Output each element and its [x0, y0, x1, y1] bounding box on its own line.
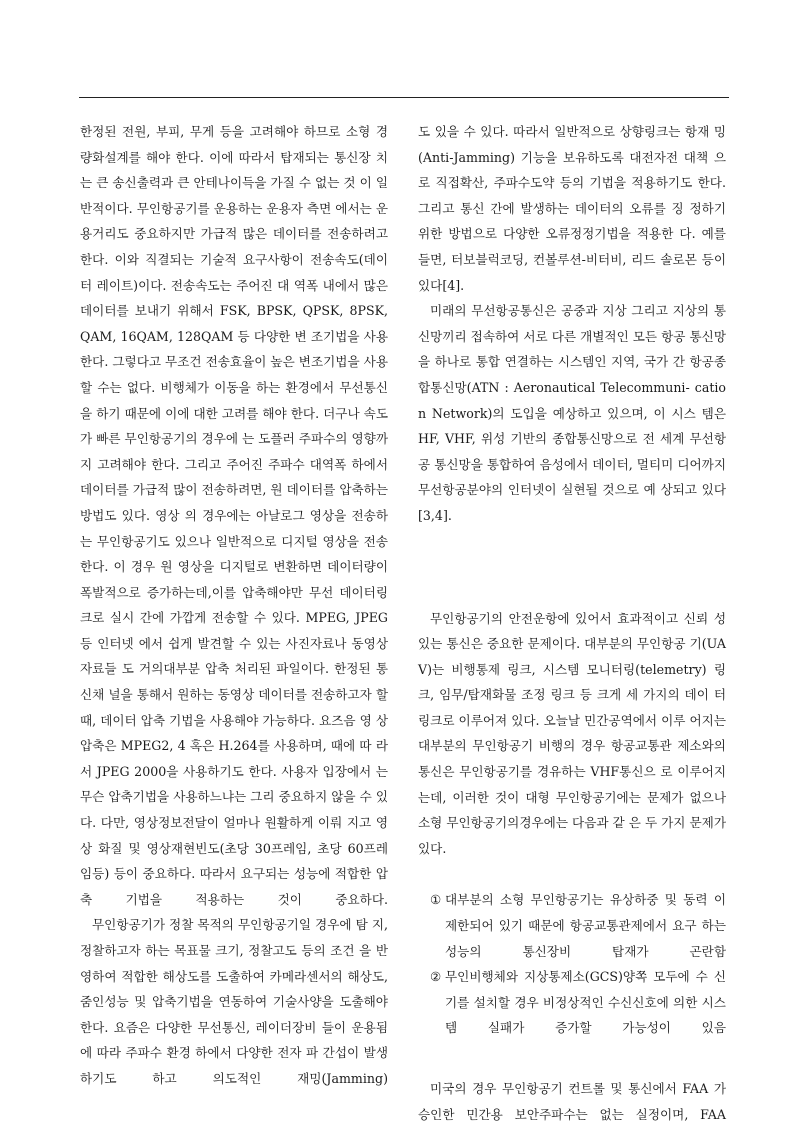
paragraph: 한정된 전원, 부피, 무게 등을 고려해야 하므로 소형 경 량화설계를 해야 한다. 이에 따라서 탑재되는 통신장 치는 큰 송신출력과 큰 안테나이득을 가질 수 없는 것 이 일반적이다. 무인항공기를 운용하는 운용자 측면 에서는 운용거리도 중요하지만 가급적 많은 데이터를 전송하려고 한다. 이와 직결되는 기술적 요구사항이 전송속도(데이터 레이트)이다. 전송속도는 주어진 대 역폭 내에서 많은 데이터를 보내기 위해서 FSK, BPSK, QPSK, 8PSK, QAM, 16QAM, 128QAM 등 다양한 변 조기법을 사용한다. 그렇다고 무조건 전송효율이 높은 변조기법을 사용할 수는 없다. 비행체가 이동을 하는 환경에서 무선통신을 하기 때문에 이에 대한 고려를 해야 한다. 더구나 속도가 빠른 무인항공기의 경우에 는 도플러 주파수의 영향까지 고려해야 한다. 그리고 주어진 주파수 대역폭 하에서 데이터를 가급적 많이 전송하려면, 원 데이터를 압축하는 방법도 있다. 영상 의 경우에는 아날로그 영상을 전송하는 무인항공기도 있으나 일반적으로 디지털 영상을 전송한다. 이 경우 원 영상을 디지털로 변환하면 데이터량이 폭발적으로 증가하는데,이를 압축해야만 무선 데이터링크로 실시 간에 가깝게 전송할 수 있다. MPEG, JPEG 등 인터넷 에서 쉽게 발견할 수 있는 사진자료나 동영상 자료들 도 거의대부분 압축 처리된 파일이다. 한정된 통신채 널을 통해서 원하는 동영상 데이터를 전송하고자 할 때, 데이터 압축 기법을 사용해야 가능하다. 요즈음 영 상 압축은 MPEG2, 4 혹은 H.264를 사용하며, 때에 따 라서 JPEG 2000을 사용하기도 한다. 사용자 입장에서 는 무슨 압축기법을 사용하느냐는 그리 중요하지 않을 수 있다. 다만, 영상정보전달이 얼마나 원활하게 이뤄 지고 영상 화질 및 영상재현빈도(초당 30프레임, 초당 60프레임등) 등이 중요하다. 따라서 요구되는 성능에 적합한 압축 기법을 적용하는 것이 중요하다. — [80, 124, 389, 907]
list-marker: ② — [430, 969, 442, 985]
right-column — [418, 119, 726, 1127]
list-item: ② 무인비행체와 지상통제소(GCS)양쪽 모두에 수 신기를 설치할 경우 비정상적인 수신신호에 의한 시스템 실패가 증가할 가능성이 있음 — [418, 964, 726, 1041]
list-marker: ① — [430, 892, 442, 908]
paragraph: 미래의 무선항공통신은 공중과 지상 그리고 지상의 통신망끼리 접속하여 서로 다른 개별적인 모든 항공 통신망을 하나로 통합 연결하는 시스템인 지역, 국가 간 항공종합통신망(ATN : Aeronautical Telecommuni- cation Network)의 도입을 예상하고 있으며, 이 시스 템은 HF, VHF, 위성 기반의 종합통신망으로 전 세계 무선항공 통신망을 통합하여 음성에서 데이터, 멀티미 디어까지 무선항공분야의 인터넷이 실현될 것으로 예 상되고 있다[3,4]. — [418, 303, 726, 523]
left-column — [80, 119, 388, 1092]
list-item: ① 대부분의 소형 무인항공기는 유상하중 및 동력 이 제한되어 있기 때문에 항공교통관제에서 요구 하는 성능의 통신장비 탑재가 곤란함 — [418, 887, 726, 964]
paragraph: 무인항공기가 정찰 목적의 무인항공기일 경우에 탐 지, 정찰하고자 하는 목표물 크기, 정찰고도 등의 조건 을 반영하여 적합한 해상도를 도출하여 카메라센서의 해상도, 줌인성능 및 압축기법을 연동하여 기술사양을 도출해야 한다. 요즘은 다양한 무선통신, 레이더장비 들이 운용됨에 따라 주파수 환경 하에서 다양한 전자 파 간섭이 발생하기도 하고 의도적인 재밍(Jamming) — [80, 917, 388, 1086]
paragraph: 무인항공기의 안전운항에 있어서 효과적이고 신뢰 성 있는 통신은 중요한 문제이다. 대부분의 무인항공 기(UAV)는 비행통제 링크, 시스템 모니터링(telemetry) 링크, 임무/탑재화물 조정 링크 등 크게 세 가지의 데이 터 링크로 이루어져 있다. 오늘날 민간공역에서 이루 어지는 대부분의 무인항공기 비행의 경우 항공교통관 제소와의 통신은 무인항공기를 경유하는 VHF통신으 로 이루어지는데, 이러한 것이 대형 무인항공기에는 문제가 없으나 소형 무인항공기의경우에는 다음과 같 은 두 가지 문제가 있다. — [418, 610, 726, 856]
paragraph: 미국의 경우 무인항공기 컨트롤 및 통신에서 FAA 가 승인한 민간용 보안주파수는 없는 실정이며, FAA — [418, 1081, 726, 1122]
header-rule — [79, 97, 729, 98]
paragraph: 도 있을 수 있다. 따라서 일반적으로 상향링크는 항재 밍(Anti-Jamming) 기능을 보유하도록 대전자전 대책 으로 직접확산, 주파수도약 등의 기법을 적용하기도 한다. 그리고 통신 간에 발생하는 데이터의 오류를 징 정하기 위한 방법으로 다양한 오류정정기법을 적용한 다. 예를 들면, 터보블럭코딩, 컨볼루션-비터비, 리드 솔로몬 등이 있다[4]. — [418, 124, 726, 293]
